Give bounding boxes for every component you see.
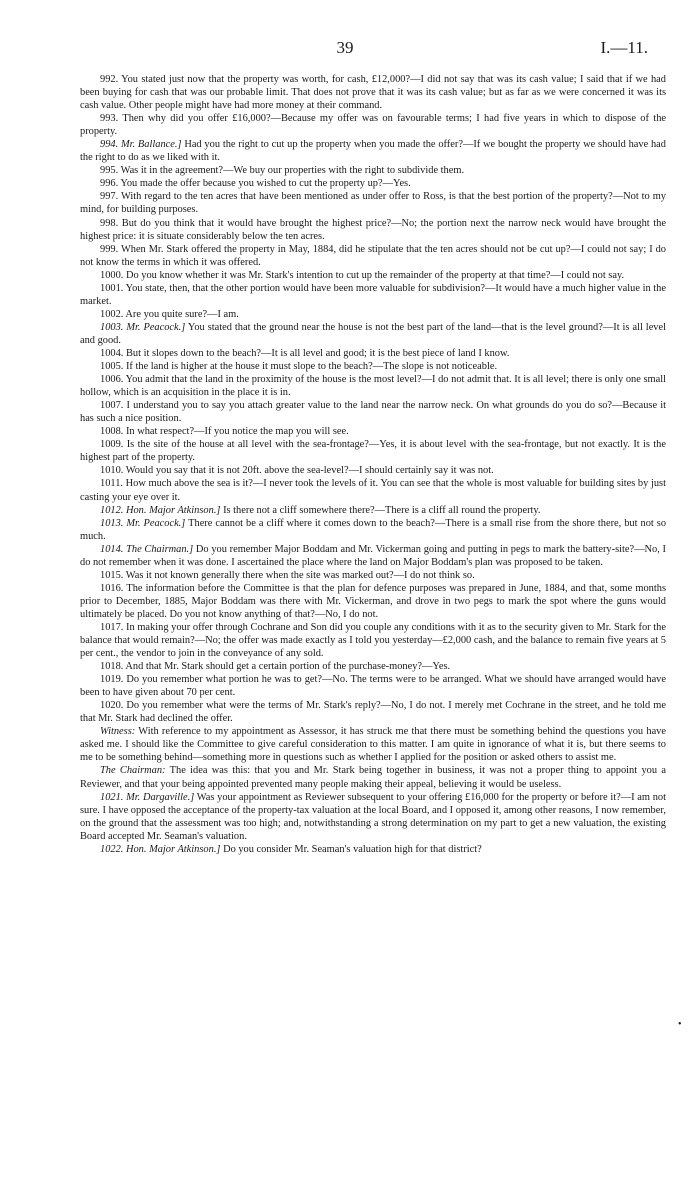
paragraph-text: With reference to my appointment as Assessor, it has struck me that there must be something behind the questions you have asked me. I should like the Committee to give careful consideration to this matter. I am quite in ignorance of what it is, but there seems to me to be something behind—something more in questions such as whether I applied for the position or asked others to assist me. — [80, 726, 666, 764]
evidence-paragraph — [80, 791, 666, 843]
evidence-paragraph — [80, 477, 666, 503]
speaker-label: 994. Mr. Ballance.] — [100, 139, 182, 151]
paragraph-text: 1018. And that Mr. Stark should get a certain portion of the purchase-money?—Yes. — [100, 661, 451, 673]
paragraph-text: 1009. Is the site of the house at all level with the sea-frontage?—Yes, it is about level with the sea-frontage, but not exactly. It is the highest part of the property. — [80, 439, 666, 464]
paragraph-text: 1000. Do you know whether it was Mr. Stark's intention to cut up the remainder of the property at that time?—I could not say. — [100, 269, 625, 281]
paragraph-text: Had you the right to cut up the property when you made the offer?—If we bought the property we should have had the right to do as we liked with it. — [80, 139, 666, 164]
page-number: 39 — [336, 38, 354, 57]
evidence-paragraph — [80, 569, 666, 582]
evidence-paragraph — [80, 504, 666, 517]
evidence-paragraph — [80, 269, 666, 282]
evidence-paragraph — [80, 673, 666, 699]
evidence-paragraph — [80, 843, 666, 856]
paragraph-text: 1015. Was it not known generally there when the site was marked out?—I do not think so. — [100, 569, 475, 581]
speaker-label: 1021. Mr. Dargaville.] — [100, 791, 195, 803]
speaker-label: 1012. Hon. Major Atkinson.] — [100, 504, 221, 516]
evidence-paragraph — [80, 177, 666, 190]
paragraph-text: 1017. In making your offer through Cochrane and Son did you couple any conditions with it as to the security given to Mr. Stark for the balance that would remain?—No; the offer was made exactly as I told you yesterday—£2,000 cash, and the balance to remain five years at 5 per cent., the vendor to join in the conveyance of any sold. — [80, 621, 666, 660]
paragraph-text: 1008. In what respect?—If you notice the map you will see. — [100, 426, 349, 438]
evidence-paragraph — [80, 699, 666, 725]
evidence-paragraph — [80, 321, 666, 347]
paragraph-text: 1004. But it slopes down to the beach?—It is all level and good; it is the best piece of land I know. — [100, 347, 510, 359]
evidence-paragraph — [80, 347, 666, 360]
paragraph-text: 998. But do you think that it would have brought the highest price?—No; the portion next the narrow neck would have brought the highest price: it is situate considerably below the ten acres. — [80, 217, 666, 242]
speaker-label: 1003. Mr. Peacock.] — [100, 321, 186, 333]
evidence-paragraph — [80, 425, 666, 438]
evidence-text — [80, 73, 666, 856]
evidence-paragraph — [80, 73, 666, 112]
paragraph-text: Was your appointment as Reviewer subsequent to your offering £16,000 for the property or before it?—I am not sure. I have opposed the acceptance of the property-tax valuation at the local Board, and I opposed it, among other reasons, I now remember, on the ground that the assessment was too high; and, notwithstanding a strong determination on my part to get a new valuation, the existing Board accepted Mr. Seaman's valuation. — [80, 791, 666, 842]
paragraph-text: 1006. You admit that the land in the proximity of the house is the most level?—I do not admit that. It is all level; there is only one small hollow, which is an acquisition in the place it is in. — [80, 374, 666, 399]
margin-mark: • — [678, 1019, 682, 1030]
document-reference: I.—11. — [600, 38, 648, 57]
paragraph-text: 1001. You state, then, that the other portion would have been more valuable for subdivision?—It would have a much higher value in the market. — [80, 282, 666, 307]
paragraph-text: 1011. How much above the sea is it?—I never took the levels of it. You can see that the whole is most valuable for building sites by just casting your eye over it. — [80, 478, 666, 503]
paragraph-text: 1019. Do you remember what portion he was to get?—No. The terms were to be arranged. What we should have arranged would have been to have given about 70 per cent. — [80, 674, 666, 699]
paragraph-text: 992. You stated just now that the property was worth, for cash, £12,000?—I did not say that was its cash value; I said that if we had been buying for cash that was our probable limit. That does not prove that it was its cash value; but as far as we were concerned it was its cash value. Other people might have had more money at their command. — [80, 74, 666, 112]
evidence-paragraph — [80, 360, 666, 373]
paragraph-text: Is there not a cliff somewhere there?—There is a cliff all round the property. — [220, 504, 541, 516]
evidence-paragraph — [80, 621, 666, 660]
paragraph-text: 995. Was it in the agreement?—We buy our properties with the right to subdivide them. — [100, 165, 465, 177]
evidence-paragraph — [80, 399, 666, 425]
paragraph-text: 1002. Are you quite sure?—I am. — [100, 308, 239, 320]
paragraph-text: There cannot be a cliff where it comes down to the beach?—There is a small rise from the shore there, but not so much. — [80, 517, 667, 542]
evidence-paragraph — [80, 112, 666, 138]
paragraph-text: 997. With regard to the ten acres that have been mentioned as under offer to Ross, is that the best portion of the property?—Not to my mind, for building purposes. — [80, 191, 666, 216]
speaker-label: Witness: — [100, 726, 136, 738]
evidence-paragraph — [80, 243, 666, 269]
page-header — [0, 38, 700, 62]
evidence-paragraph — [80, 543, 666, 569]
speaker-label: 1014. The Chairman.] — [100, 543, 194, 555]
evidence-paragraph — [80, 660, 666, 673]
paragraph-text: 999. When Mr. Stark offered the property in May, 1884, did he stipulate that the ten acres should not be cut up?—I could not say; I do not know the terms in which it was offered. — [80, 243, 666, 268]
paragraph-text: 1007. I understand you to say you attach greater value to the land near the narrow neck. On what grounds do you do so?—Because it has such a nice position. — [80, 400, 666, 425]
paragraph-text: 1020. Do you remember what were the terms of Mr. Stark's reply?—No, I do not. I merely met Cochrane in the street, and he told me that Mr. Stark had declined the offer. — [80, 700, 666, 725]
evidence-paragraph — [80, 190, 666, 216]
paragraph-text: 993. Then why did you offer £16,000?—Because my offer was on favourable terms; I had five years in which to dispose of the property. — [80, 113, 666, 138]
evidence-paragraph — [80, 164, 666, 177]
evidence-paragraph — [80, 282, 666, 308]
evidence-paragraph — [80, 582, 666, 621]
paragraph-text: Do you remember Major Boddam and Mr. Vickerman going and putting in pegs to mark the battery-site?—No, I do not remember when it was done. I ascertained the place where the land on Major Boddam's plan was proposed to be taken. — [80, 543, 666, 568]
evidence-paragraph — [80, 138, 666, 164]
paragraph-text: Do you consider Mr. Seaman's valuation high for that district? — [220, 843, 482, 855]
paragraph-text: 1016. The information before the Committee is that the plan for defence purposes was prepared in June, 1884, and that, some months prior to December, 1885, Major Boddam was there with Mr. Vickerman, and drove in two pegs to mark the spot where the guns would ultimately be placed. Do you not know anything of that?—No, I do not. — [80, 582, 666, 620]
paragraph-text: 996. You made the offer because you wished to cut the property up?—Yes. — [100, 178, 411, 190]
paragraph-text: 1005. If the land is higher at the house it must slope to the beach?—The slope is not noticeable. — [100, 361, 498, 373]
evidence-paragraph — [80, 308, 666, 321]
paragraph-text: 1010. Would you say that it is not 20ft. above the sea-level?—I should certainly say it was not. — [100, 465, 494, 477]
evidence-paragraph — [80, 517, 666, 543]
paragraph-text: You stated that the ground near the house is not the best part of the land—that is the level ground?—It is all level and good. — [80, 321, 667, 346]
evidence-paragraph — [80, 464, 666, 477]
evidence-paragraph — [80, 217, 666, 243]
evidence-paragraph — [80, 764, 666, 790]
evidence-paragraph — [80, 373, 666, 399]
speaker-label: 1022. Hon. Major Atkinson.] — [100, 843, 221, 855]
paragraph-text: The idea was this: that you and Mr. Stark being together in business, it was not a proper thing to appoint you a Reviewer, and that your being appointed prevented many people making their appeal, believing it would be useless. — [80, 765, 666, 790]
speaker-label: 1013. Mr. Peacock.] — [100, 517, 186, 529]
evidence-paragraph — [80, 438, 666, 464]
speaker-label: The Chairman: — [100, 765, 166, 777]
evidence-paragraph — [80, 725, 666, 764]
